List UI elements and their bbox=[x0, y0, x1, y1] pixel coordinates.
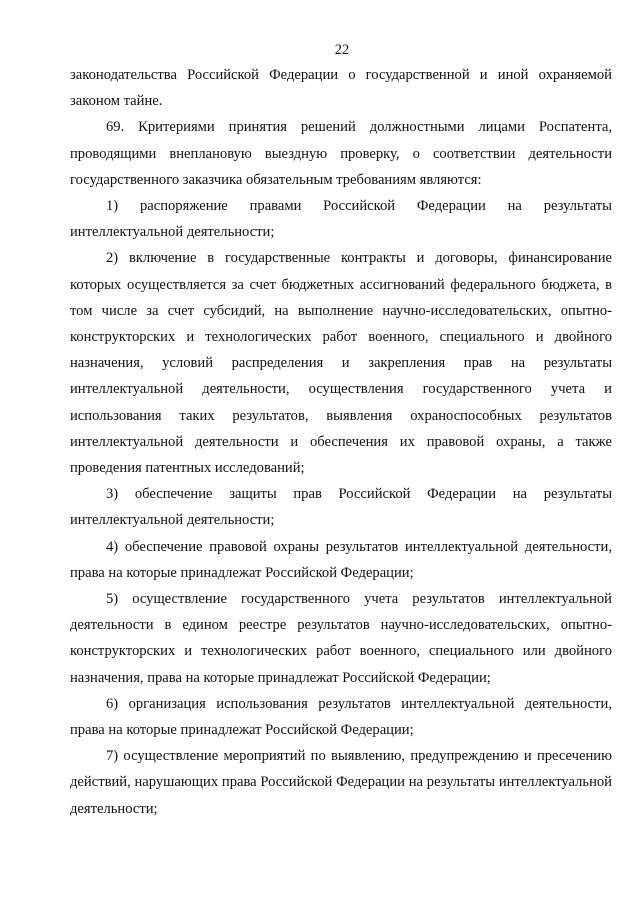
list-item-2: 2) включение в государственные контракты и договоры, финансирование которых осуществляется за счет бюджетных ассигнований федерального бюджета, в том числе за счет субсидий, на выполнение научно-исследовательских, опытно-конструкторских и технологических работ военного, специального и двойного назначения, условий распределения и закрепления прав на результаты интеллектуальной деятельности, осуществления государственного учета и использования таких результатов, выявления охраноспособных результатов интеллектуальной деятельности и обеспечения их правовой охраны, а также проведения патентных исследований; bbox=[70, 250, 612, 477]
list-item-1: 1) распоряжение правами Российской Федерации на результаты интеллектуальной деятельности; bbox=[70, 198, 612, 241]
list-item-3: 3) обеспечение защиты прав Российской Федерации на результаты интеллектуальной деятельности; bbox=[70, 486, 612, 529]
list-item-5: 5) осуществление государственного учета результатов интеллектуальной деятельности в едином реестре результатов научно-исследовательских, опытно-конструкторских и технологических работ военного, специального или двойного назначения, права на которые принадлежат Российской Федерации; bbox=[70, 591, 612, 686]
list-item-4: 4) обеспечение правовой охраны результатов интеллектуальной деятельности, права на которые принадлежат Российской Федерации; bbox=[70, 538, 612, 581]
paragraph-69-criteria: 69. Критериями принятия решений должностными лицами Роспатента, проводящими внеплановую выездную проверку, о соответствии деятельности государственного заказчика обязательным требованиям являются: bbox=[70, 119, 612, 188]
list-item-7: 7) осуществление мероприятий по выявлению, предупреждению и пресечению действий, нарушающих права Российской Федерации на результаты интеллектуальной деятельности; bbox=[70, 748, 612, 817]
paragraph-continuation: законодательства Российской Федерации о государственной и иной охраняемой законом тайне. bbox=[70, 67, 612, 110]
document-body bbox=[70, 62, 612, 822]
page-number: 22 bbox=[334, 42, 350, 58]
list-item-6: 6) организация использования результатов интеллектуальной деятельности, права на которые принадлежат Российской Федерации; bbox=[70, 695, 612, 739]
